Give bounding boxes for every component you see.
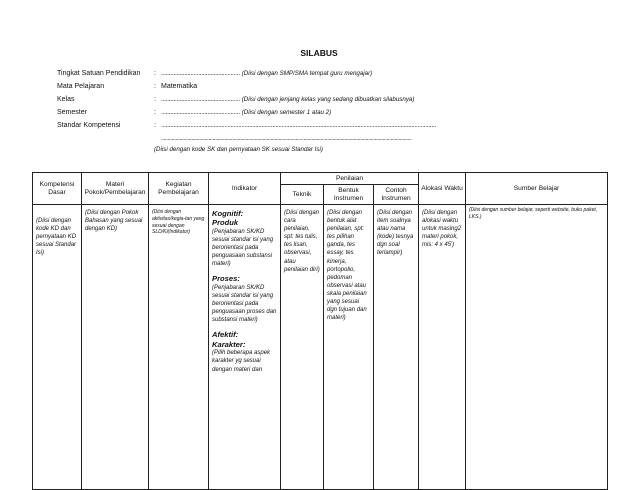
- meta-dots: ..................................................................................................................................................................................: [161, 122, 436, 129]
- cell-teknik: (Diisi dengan cara penilaian, spt: tes tulis, tes lisan, observasi, atau penilaian diri): [281, 205, 324, 490]
- meta-note: (Diisi dengan SMP/SMA tempat guru mengajar): [241, 70, 373, 77]
- cell-kegiatan: (Diisi dengan aktivitas/kegia-tan yang sesuai dengan SLD/Ki(Indikator): [149, 205, 209, 490]
- meta-colon: :: [154, 96, 156, 103]
- meta-dots: ...................................................: [161, 70, 240, 77]
- table-row: [33, 205, 608, 490]
- meta-label: Mata Pelajaran: [57, 83, 105, 90]
- meta-extra-note-row: [57, 146, 617, 157]
- meta-value: [161, 70, 372, 77]
- meta-row-semester: [57, 109, 617, 122]
- meta-colon: :: [154, 70, 156, 77]
- meta-label: Standar Kompetensi: [57, 122, 121, 129]
- header-kegiatan: Kegiatan Pembelajaran: [149, 173, 209, 205]
- header-contoh-instrumen: Contoh Instrumen: [374, 185, 419, 205]
- indikator-proses-heading: Proses:: [212, 274, 240, 284]
- header-alokasi-waktu: Alokasi Waktu: [419, 173, 466, 205]
- cell-contoh-instrumen: (Diisi dengan item soalnya atau nama (kode) tesnya dgn soal terlampir): [374, 205, 419, 490]
- header-sumber-belajar: Sumber Belajar: [466, 173, 608, 205]
- syllabus-meta: [57, 70, 617, 157]
- page-title: SILABUS: [300, 48, 338, 58]
- indikator-karakter-heading: Karakter:: [212, 339, 246, 349]
- meta-value: [161, 109, 331, 116]
- cell-kompetensi-dasar: (Diisi dengan kode KD dan pernyataan KD sesuai Standar Isi): [33, 205, 82, 490]
- meta-note: (Diisi dengan jenjang kelas yang sedang dibuatkan silabusnya): [241, 96, 415, 103]
- cell-indikator: [209, 205, 281, 490]
- meta-value: [161, 122, 436, 129]
- meta-row-kelas: [57, 96, 617, 109]
- cell-materi: (Diisi dengan Pokok Bahasan yang sesuai dengan KD): [82, 205, 149, 490]
- header-bentuk-instrumen: Bentuk Instrumen: [324, 185, 374, 205]
- indikator-proses-text: (Penjabaran SK/KD sesuai standar isi yang berorientasi pada penguasaan proses dan substansi materi): [212, 284, 277, 324]
- meta-row-mapel: [57, 83, 617, 96]
- meta-dots: ...................................................: [161, 96, 240, 103]
- meta-colon: :: [154, 83, 156, 90]
- indikator-karakter-text: (Pilih beberapa aspek karakter yg sesuai dengan materi dan: [212, 350, 271, 373]
- indikator-produk-text: (Penjabaran SK/KD sesuai standar isi yang berorientasi pada penguasaan substansi materi): [212, 228, 274, 268]
- header-materi: Materi Pokok/Pembelajaran: [82, 173, 149, 205]
- meta-row-sk: [57, 122, 617, 135]
- meta-colon: :: [154, 109, 156, 116]
- cell-sumber-belajar: (Diisi dengan sumber belajar, seperti website, buku paket, LKS.): [466, 205, 608, 490]
- meta-note: (Diisi dengan semester 1 atau 2): [241, 109, 332, 116]
- header-indikator: Indikator: [209, 173, 281, 205]
- meta-row-tingkat: [57, 70, 617, 83]
- meta-label: Semester: [57, 109, 87, 116]
- meta-dots: ...................................................: [161, 109, 240, 116]
- meta-label: Kelas: [57, 96, 75, 103]
- meta-colon: :: [154, 122, 156, 129]
- meta-label: Tingkat Satuan Pendidikan: [57, 70, 141, 77]
- syllabus-table: [32, 172, 608, 490]
- indikator-afektif-heading: Afektif:: [212, 330, 239, 340]
- header-penilaian: Penilaian: [281, 173, 419, 185]
- header-teknik: Teknik: [281, 185, 324, 205]
- meta-value: [161, 96, 414, 103]
- cell-alokasi-waktu: (Diisi dengan alokasi waktu untuk masing2 materi pokok, mis: 4 x 45'): [419, 205, 466, 490]
- indikator-produk-heading: Produk: [212, 218, 239, 228]
- cell-bentuk-instrumen: (Diisi dengan bentuk alat penilaian, spt: tes pilihan ganda, tes essay, tes kinerja, portopolio, pedoman observasi atau skala penilaian yang sesuai dgn tujuan dan materi): [324, 205, 374, 490]
- meta-value: Matematika: [161, 83, 198, 90]
- meta-note: (Diisi dengan kode SK dan pernyataan SK sesuai Standar Isi): [154, 146, 323, 153]
- meta-dots: ..............................................................................................................................................................................................: [161, 135, 412, 142]
- indikator-kognitif-heading: Kognitif:: [212, 209, 244, 218]
- header-kompetensi-dasar: Kompetensi Dasar: [33, 173, 82, 205]
- meta-extra-dots-row: [57, 135, 617, 146]
